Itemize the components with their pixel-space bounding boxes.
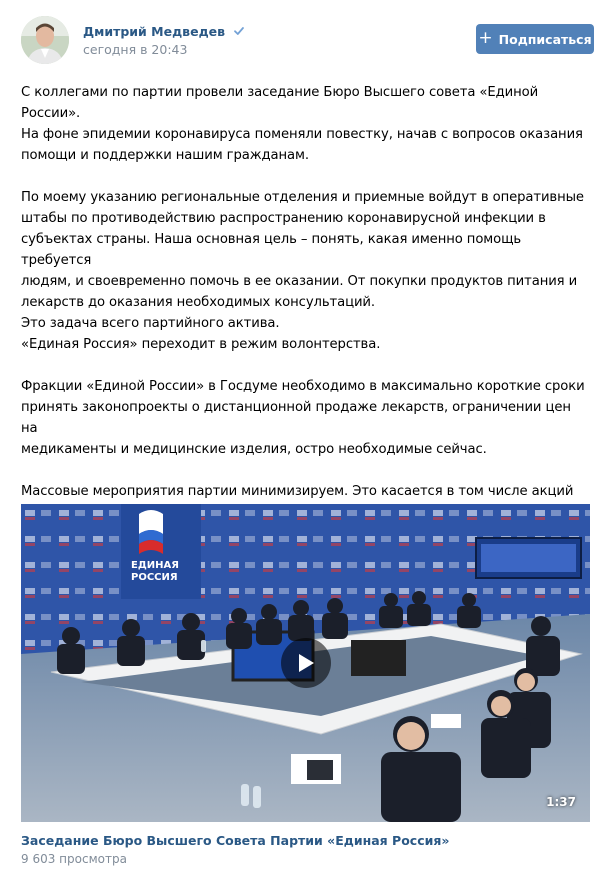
plus-icon: + xyxy=(478,27,493,48)
post-paragraph: По моему указанию региональные отделения и приемные войдут в оперативные штабы по противодействию распространению коронавирусной инфекции в субъектах страны. Наша основная цель – понять, какая именно помощь требуется людям, и своевременно помочь в ее оказании. От покупки продуктов питания и лекарств до оказания необходимых консультаций. Это задача всего партийного актива. «Единая Россия» переходит в режим волонтерства. xyxy=(21,190,584,352)
video-duration: 1:37 xyxy=(546,795,576,809)
video-views: 9 603 просмотра xyxy=(21,852,127,866)
play-icon xyxy=(296,652,316,674)
post-date[interactable]: сегодня в 20:43 xyxy=(83,42,188,57)
svg-text:РОССИЯ: РОССИЯ xyxy=(131,572,178,583)
author-avatar[interactable] xyxy=(21,16,69,64)
video-title-link[interactable]: Заседание Бюро Высшего Совета Партии «Единая Россия» xyxy=(21,833,450,848)
post-paragraph: Массовые мероприятия партии минимизируем. Это касается в том числе акций xyxy=(21,484,574,499)
svg-text:ЕДИНАЯ: ЕДИНАЯ xyxy=(131,560,179,571)
video-player[interactable] xyxy=(21,504,590,822)
subscribe-label: Подписаться xyxy=(498,31,592,47)
subscribe-button[interactable] xyxy=(476,24,594,54)
author-name[interactable]: Дмитрий Медведев xyxy=(83,24,245,40)
verified-check-icon xyxy=(233,25,245,40)
post-header xyxy=(21,16,594,68)
post-paragraph: Фракции «Единой России» в Госдуме необходимо в максимально короткие сроки принять законопроекты о дистанционной продаже лекарств, ограничении цен на медикаменты и медицинские изделия, остро необходимые сейчас. xyxy=(21,379,585,457)
play-button[interactable] xyxy=(281,638,331,688)
post-paragraph: С коллегами по партии провели заседание Бюро Высшего совета «Единой России». На фоне эпидемии коронавируса поменяли повестку, начав с вопросов оказания помощи и поддержки нашим гражданам. xyxy=(21,85,583,163)
